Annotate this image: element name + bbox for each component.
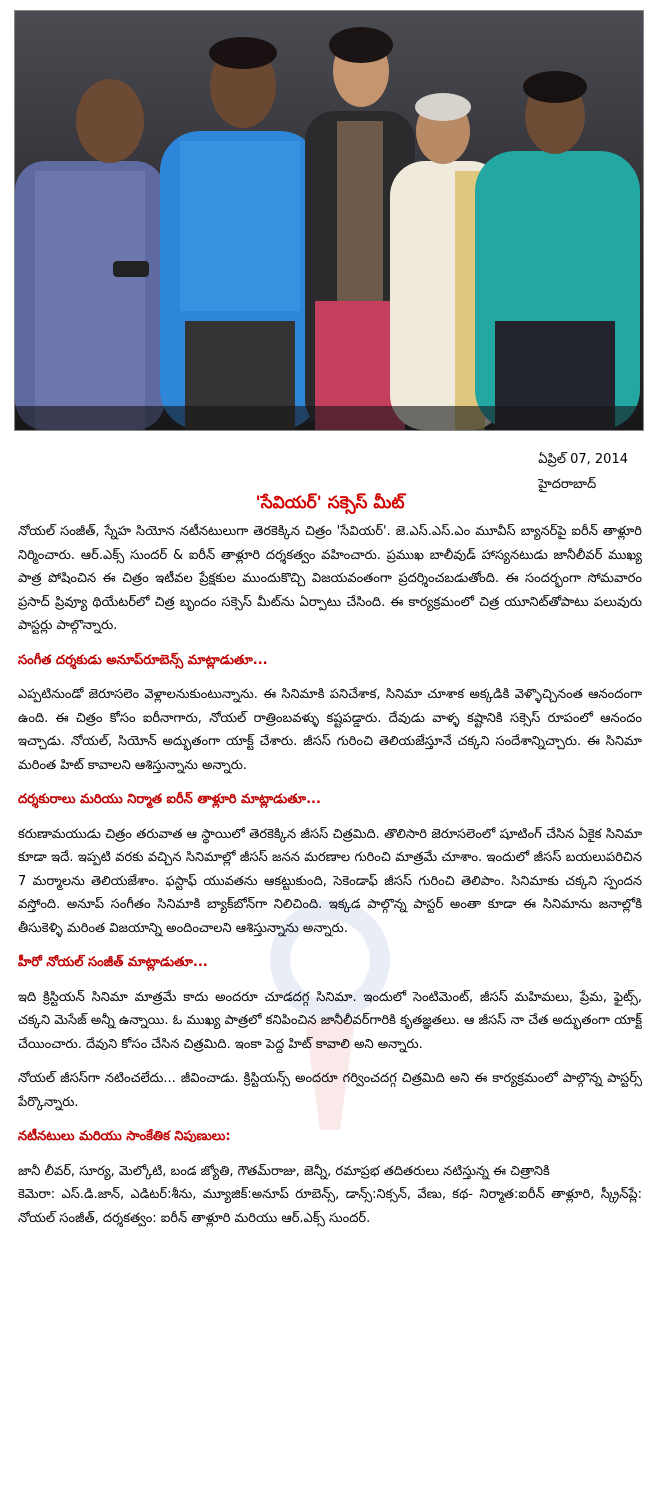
intro-paragraph: నోయల్ సంజీత్, స్నేహ సియోన నటీనటులుగా తెరకెక్కిన చిత్రం 'సేవియర్'. జె.ఎస్.ఎస్.ఎం మూవీస్ బ్యానర్‌పై ఐరీన్ తాళ్లూరి నిర్మించారు. ఆర్.ఎక్స్ సుందర్ & ఐరీన్ తాళ్లూరి దర్శకత్వం వహించారు. ప్రముఖ బాలీవుడ్ హాస్యనటుడు జానీలీవర్ ముఖ్య పాత్ర పోషించిన ఈ చిత్రం ఇటీవల ప్రేక్షకుల ముందుకొచ్చి విజయవంతంగా ప్రదర్శించబడుతోంది. ఈ సందర్భంగా సోమవారం ప్రసాద్ ప్రివ్యూ థియేటర్‌లో చిత్ర బృందం సక్సెస్ మీట్‌ను ఏర్పాటు చేసింది. ఈ కార్యక్రమంలో చిత్ర యూనిట్‌తోపాటు పలువురు పాస్టర్లు పాల్గొన్నారు.	[18, 524, 642, 633]
credits-crew: కెమెరా: ఎస్.డి.జాన్, ఎడిటర్:శీను, మ్యూజిక్:అనూప్ రూబెన్స్, డాన్స్:నిక్సన్, వేణు, కథ- నిర్మాత:ఐరీన్ తాళ్లూరి, స్క్రీన్‌ప్లే: నోయల్ సంజీత్, దర్శకత్వం: ఐరీన్ తాళ్లూరి మరియు ఆర్.ఎక్స్ సుందర్.	[18, 1187, 642, 1226]
subheading-music-director: సంగీత దర్శకుడు అనూప్‌రూబెన్స్ మాట్లాడుతూ...	[18, 652, 268, 668]
credits-cast: జానీ లీవర్, సూర్య, మెల్కోటి, బండ జ్యోతి, గౌతమ్‌రాజు, జెన్నీ, రమాప్రభ తదితరులు నటిస్తున్న ఈ చిత్రానికి	[18, 1163, 550, 1179]
credits-paragraph	[18, 1160, 642, 1231]
hero-paragraph: ఇది క్రిస్టియన్ సినిమా మాత్రమే కాదు అందరూ చూడదగ్గ సినిమా. ఇందులో సెంటిమెంట్, జీసస్ మహిమలు, ప్రేమ, ఫైట్స్, చక్కని మెసేజ్ అన్నీ ఉన్నాయి. ఓ ముఖ్య పాత్రలో కనిపించిన జానీలీవర్‌గారికి కృతజ్ఞతలు. ఆ జీసస్ నా చేత అద్భుతంగా యాక్ట్ చేయించారు. దేవుని కోసం చేసిన చిత్రమిది. ఇంకా పెద్ద హిట్ కావాలి అని అన్నారు.	[18, 989, 642, 1052]
group-photo-icon	[15, 11, 643, 430]
article-body	[18, 520, 642, 1230]
subheading-hero: హీరో నోయల్ సంజీత్ మాట్లాడుతూ...	[18, 955, 208, 970]
director-producer-paragraph: కరుణామయుడు చిత్రం తరువాత ఆ స్థాయిలో తెరకెక్కిన జీసస్ చిత్రమిది. తొలిసారి జెరూసలెంలో షూటింగ్ చేసిన ఏకైక సినిమా కూడా ఇదే. ఇప్పటి వరకు వచ్చిన సినిమాల్లో జీసస్ జనన మరణాల గురించి మాత్రమే చూశాం. ఇందులో జీసస్ బయలుపరిచిన 7 మర్మాలను తెలియజేశాం. ఫస్టాఫ్ యువతను ఆకట్టుకుంది, సెకెండాఫ్ జీసస్ గురించి తెలిపాం. సినిమాకు చక్కని స్పందన వస్తోంది. అనూప్ సంగీతం సినిమాకి బ్యాక్‌బోన్‌గా నిలిచింది. ఇక్కడ పాల్గొన్న పాస్టర్ అంతా కూడా ఈ సినిమాను జనాల్లోకి తీసుకెళ్ళి మరింత విజయాన్ని అందించాలని ఆశిస్తున్నాను అన్నారు.	[18, 826, 642, 936]
article-meta	[538, 447, 628, 497]
article-location: హైదరాబాద్	[538, 477, 597, 492]
event-photo	[14, 10, 644, 431]
pastors-paragraph: నోయల్ జీసస్‌గా నటించలేదు... జీవించాడు. క్రిస్టియన్స్ అందరూ గర్వించదగ్గ చిత్రమిది అని ఈ కార్యక్రమంలో పాల్గొన్న పాస్టర్స్ పేర్కొన్నారు.	[18, 1071, 642, 1110]
article-date: ఏప్రిల్ 07, 2014	[538, 452, 628, 467]
music-director-paragraph: ఎప్పటినుండో జెరూసలెం వెళ్లాలనుకుంటున్నాను. ఈ సినిమాకి పనిచేశాక, సినిమా చూశాక అక్కడికి వెళ్ళొచ్చినంత ఆనందంగా ఉంది. ఈ చిత్రం కోసం ఐరీనాగారు, నోయల్ రాత్రింబవళ్ళు కష్టపడ్డారు. దేవుడు వాళ్ళ కష్టానికి సక్సెస్ రూపంలో ఆనందం ఇచ్చాడు. నోయల్, సియోన్ అద్భుతంగా యాక్ట్ చేశారు. జీసస్ గురించి తెలియజేస్తూనే చక్కని సందేశాన్నిచ్చారు. ఈ సినిమా మరింత హిట్ కావాలని ఆశిస్తున్నాను అన్నారు.	[18, 687, 642, 773]
subheading-credits: నటీనటులు మరియు సాంకేతిక నిపుణులు:	[18, 1129, 231, 1144]
subheading-director-producer: దర్శకురాలు మరియు నిర్మాత ఐరీన్ తాళ్లూరి మాట్లాడుతూ...	[18, 792, 321, 807]
article-title: 'సేవియర్' సక్సెస్ మీట్	[255, 493, 405, 513]
